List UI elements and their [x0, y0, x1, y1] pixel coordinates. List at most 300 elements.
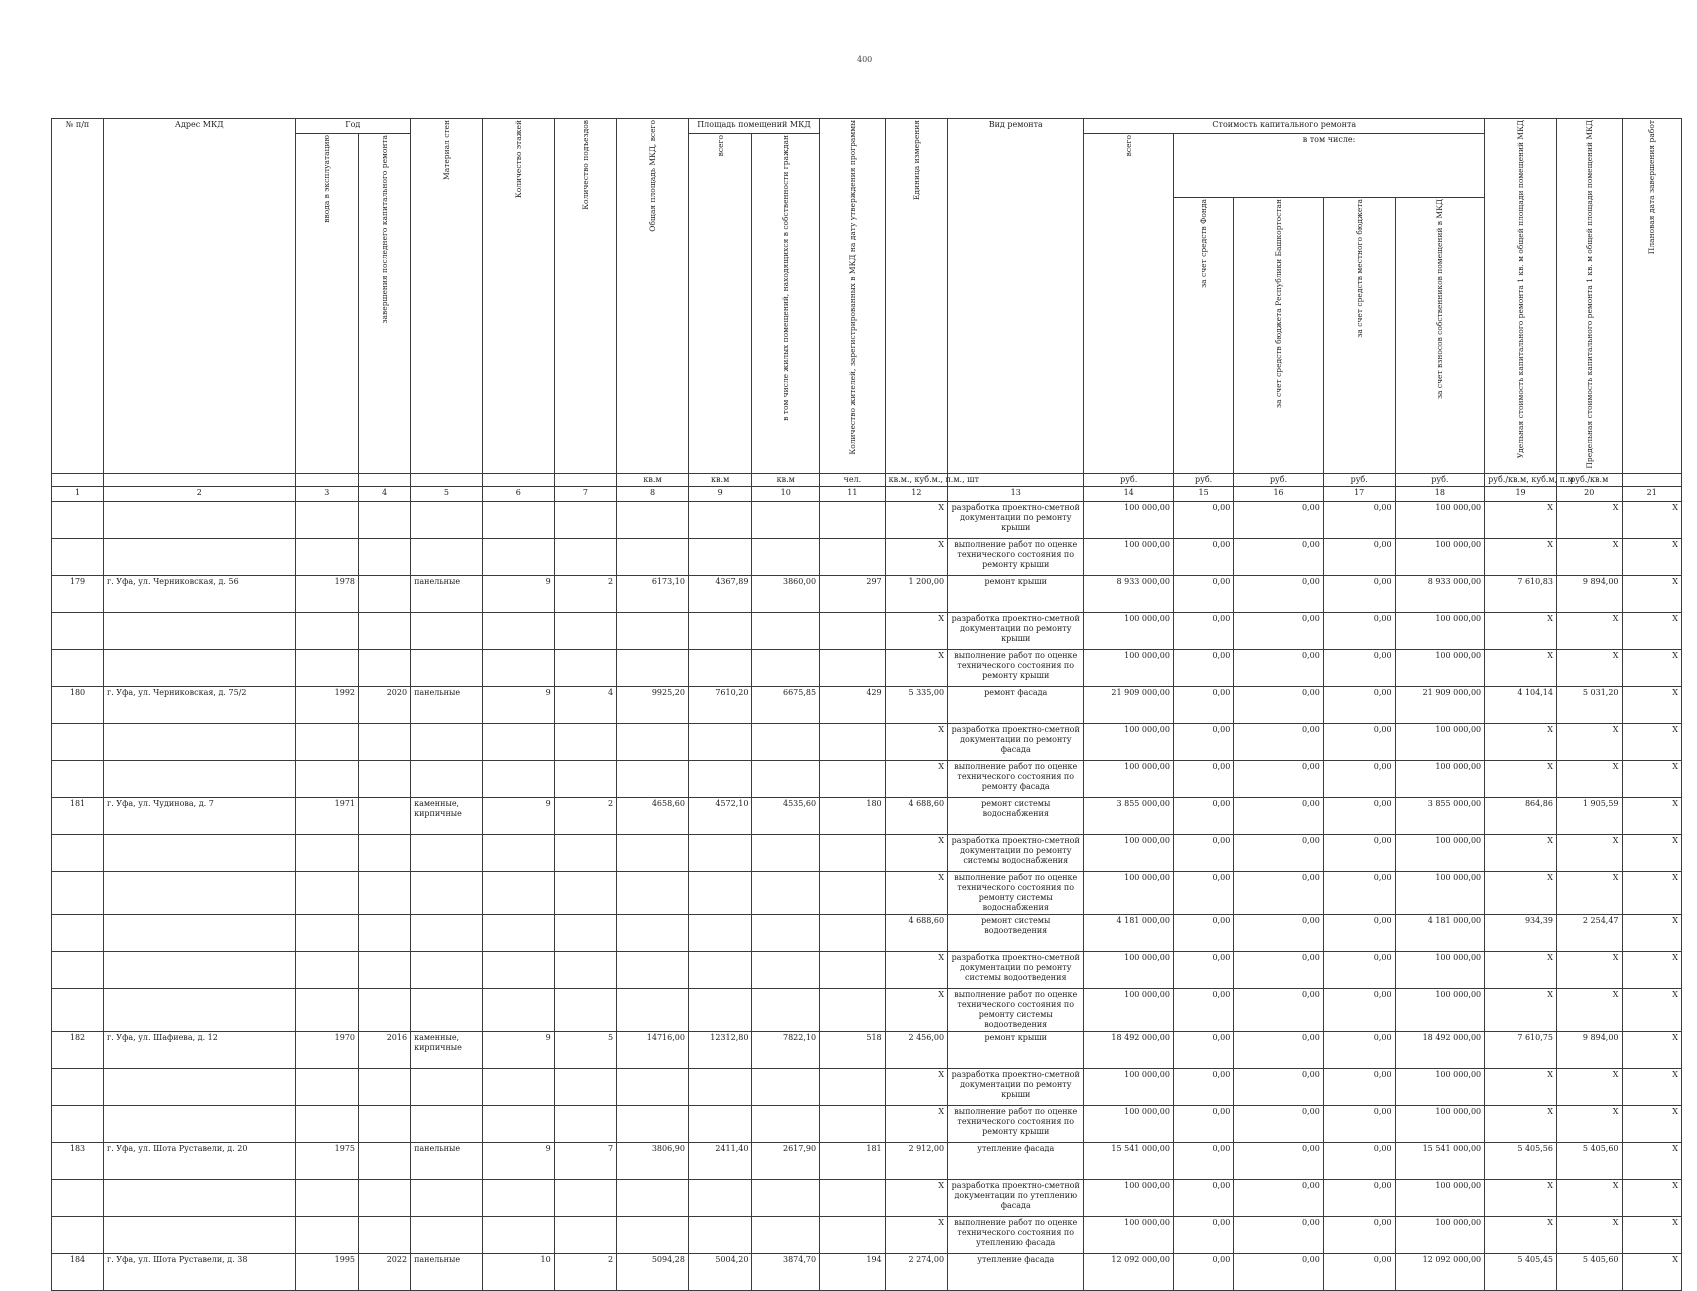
table-cell-col-19: X: [1485, 612, 1557, 649]
table-cell-col-8: 6173,10: [617, 575, 689, 612]
table-cell-col-15: 0,00: [1173, 988, 1233, 1031]
table-cell-col-3: 1975: [295, 1142, 358, 1179]
table-cell-col-1: 182: [52, 1031, 104, 1068]
table-cell-col-12: 4 688,60: [885, 914, 947, 951]
table-cell-col-15: 0,00: [1173, 538, 1233, 575]
table-cell-col-3: [295, 1179, 358, 1216]
table-cell-col-14: 100 000,00: [1084, 834, 1174, 871]
table-cell-col-18: 100 000,00: [1395, 501, 1485, 538]
table-cell-col-7: [554, 501, 616, 538]
table-cell-col-5: [411, 501, 483, 538]
table-cell-col-16: 0,00: [1234, 723, 1324, 760]
table-cell-col-18: 100 000,00: [1395, 538, 1485, 575]
table-cell-col-18: 100 000,00: [1395, 649, 1485, 686]
table-cell-col-19: X: [1485, 1068, 1557, 1105]
table-cell-col-12: X: [885, 501, 947, 538]
table-cell-col-4: [359, 797, 411, 834]
table-cell-col-18: 15 541 000,00: [1395, 1142, 1485, 1179]
unit-cell-3: [295, 473, 358, 486]
unit-cell-6: [482, 473, 554, 486]
table-cell-col-7: 2: [554, 575, 616, 612]
table-cell-col-21: X: [1622, 612, 1682, 649]
table-cell-col-19: 5 405,56: [1485, 1142, 1557, 1179]
table-cell-col-14: 21 909 000,00: [1084, 686, 1174, 723]
table-cell-col-1: [52, 834, 104, 871]
unit-cell-10: кв.м: [752, 473, 820, 486]
table-cell-col-10: [752, 649, 820, 686]
table-cell-col-7: 2: [554, 797, 616, 834]
table-cell-col-1: [52, 871, 104, 914]
table-cell-col-5: [411, 723, 483, 760]
table-cell-col-12: 2 274,00: [885, 1253, 947, 1290]
table-cell-col-6: [482, 1216, 554, 1253]
table-cell-col-11: [820, 612, 886, 649]
table-cell-col-1: [52, 988, 104, 1031]
table-cell-col-17: 0,00: [1323, 834, 1395, 871]
table-cell-col-14: 100 000,00: [1084, 1068, 1174, 1105]
table-cell-col-19: X: [1485, 1105, 1557, 1142]
table-cell-col-20: X: [1556, 760, 1622, 797]
table-cell-col-19: X: [1485, 760, 1557, 797]
table-cell-col-18: 100 000,00: [1395, 760, 1485, 797]
table-cell-col-7: [554, 723, 616, 760]
table-cell-col-20: 1 905,59: [1556, 797, 1622, 834]
table-cell-col-11: [820, 1068, 886, 1105]
column-number-5: 5: [411, 486, 483, 501]
table-cell-col-14: 4 181 000,00: [1084, 914, 1174, 951]
table-cell-col-3: [295, 612, 358, 649]
col-header-cost-republic: за счет средств бюджета Республики Башкортостан: [1234, 198, 1324, 473]
table-cell-col-11: [820, 538, 886, 575]
table-cell-col-4: [359, 1142, 411, 1179]
table-cell-col-11: [820, 723, 886, 760]
table-cell-col-11: 181: [820, 1142, 886, 1179]
table-cell-col-14: 100 000,00: [1084, 723, 1174, 760]
table-cell-col-17: 0,00: [1323, 951, 1395, 988]
table-cell-col-19: 4 104,14: [1485, 686, 1557, 723]
table-cell-col-6: [482, 501, 554, 538]
table-cell-col-14: 3 855 000,00: [1084, 797, 1174, 834]
column-number-10: 10: [752, 486, 820, 501]
table-cell-col-20: 5 405,60: [1556, 1253, 1622, 1290]
table-cell-col-14: 100 000,00: [1084, 871, 1174, 914]
table-cell-col-9: 2411,40: [688, 1142, 751, 1179]
table-cell-col-16: 0,00: [1234, 914, 1324, 951]
table-cell-col-15: 0,00: [1173, 686, 1233, 723]
column-number-1: 1: [52, 486, 104, 501]
table-cell-col-16: 0,00: [1234, 538, 1324, 575]
table-cell-col-9: [688, 834, 751, 871]
table-cell-col-2: г. Уфа, ул. Чудинова, д. 7: [104, 797, 296, 834]
table-cell-col-19: 5 405,45: [1485, 1253, 1557, 1290]
table-cell-col-16: 0,00: [1234, 951, 1324, 988]
table-cell-col-3: 1995: [295, 1253, 358, 1290]
table-cell-col-10: [752, 951, 820, 988]
table-cell-col-7: [554, 538, 616, 575]
table-cell-col-13: ремонт крыши: [948, 1031, 1084, 1068]
table-cell-col-15: 0,00: [1173, 1179, 1233, 1216]
page-number: 400: [857, 55, 873, 64]
table-cell-col-9: [688, 612, 751, 649]
table-cell-col-12: X: [885, 760, 947, 797]
table-cell-col-3: [295, 1105, 358, 1142]
table-cell-col-1: [52, 649, 104, 686]
table-cell-col-21: X: [1622, 914, 1682, 951]
table-cell-col-14: 100 000,00: [1084, 501, 1174, 538]
table-cell-col-2: [104, 501, 296, 538]
table-cell-col-11: 297: [820, 575, 886, 612]
table-cell-col-21: X: [1622, 1068, 1682, 1105]
table-cell-col-9: [688, 871, 751, 914]
table-cell-col-6: [482, 914, 554, 951]
table-cell-col-20: X: [1556, 1179, 1622, 1216]
table-cell-col-19: X: [1485, 1216, 1557, 1253]
table-cell-col-19: X: [1485, 951, 1557, 988]
table-row: [52, 1068, 1682, 1105]
table-cell-col-18: 100 000,00: [1395, 1068, 1485, 1105]
table-cell-col-13: ремонт системы водоотведения: [948, 914, 1084, 951]
unit-cell-18: руб.: [1395, 473, 1485, 486]
unit-cell-11: чел.: [820, 473, 886, 486]
table-cell-col-8: [617, 988, 689, 1031]
table-cell-col-15: 0,00: [1173, 760, 1233, 797]
table-cell-col-2: г. Уфа, ул. Черниковская, д. 56: [104, 575, 296, 612]
table-cell-col-8: [617, 951, 689, 988]
table-cell-col-11: [820, 951, 886, 988]
table-cell-col-1: [52, 914, 104, 951]
table-cell-col-21: X: [1622, 797, 1682, 834]
table-cell-col-4: [359, 612, 411, 649]
table-cell-col-10: [752, 760, 820, 797]
table-cell-col-18: 21 909 000,00: [1395, 686, 1485, 723]
table-cell-col-4: [359, 649, 411, 686]
table-cell-col-3: [295, 988, 358, 1031]
table-cell-col-7: [554, 951, 616, 988]
table-cell-col-14: 8 933 000,00: [1084, 575, 1174, 612]
table-cell-col-1: 180: [52, 686, 104, 723]
table-cell-col-6: [482, 649, 554, 686]
unit-cell-1: [52, 473, 104, 486]
table-cell-col-3: [295, 871, 358, 914]
table-cell-col-13: выполнение работ по оценке технического состояния по утеплению фасада: [948, 1216, 1084, 1253]
column-number-15: 15: [1173, 486, 1233, 501]
unit-cell-15: руб.: [1173, 473, 1233, 486]
table-cell-col-13: ремонт крыши: [948, 575, 1084, 612]
column-number-21: 21: [1622, 486, 1682, 501]
table-cell-col-7: [554, 988, 616, 1031]
table-cell-col-10: [752, 1216, 820, 1253]
column-number-4: 4: [359, 486, 411, 501]
table-cell-col-17: 0,00: [1323, 612, 1395, 649]
table-row: [52, 1253, 1682, 1290]
table-cell-col-17: 0,00: [1323, 1142, 1395, 1179]
table-cell-col-21: X: [1622, 575, 1682, 612]
table-cell-col-17: 0,00: [1323, 723, 1395, 760]
table-cell-col-16: 0,00: [1234, 1142, 1324, 1179]
table-cell-col-2: г. Уфа, ул. Черниковская, д. 75/2: [104, 686, 296, 723]
table-cell-col-9: [688, 538, 751, 575]
table-cell-col-1: 183: [52, 1142, 104, 1179]
table-body: [52, 119, 1682, 1291]
table-cell-col-8: 9925,20: [617, 686, 689, 723]
table-cell-col-21: X: [1622, 1142, 1682, 1179]
column-number-8: 8: [617, 486, 689, 501]
table-cell-col-17: 0,00: [1323, 914, 1395, 951]
table-cell-col-16: 0,00: [1234, 797, 1324, 834]
col-header-year-last-repair: завершения последнего капитального ремонта: [359, 134, 411, 474]
header-numbers-row: [52, 486, 1682, 501]
table-cell-col-15: 0,00: [1173, 649, 1233, 686]
table-cell-col-18: 8 933 000,00: [1395, 575, 1485, 612]
table-cell-col-1: [52, 538, 104, 575]
table-row: [52, 1216, 1682, 1253]
table-cell-col-21: X: [1622, 871, 1682, 914]
table-cell-col-1: [52, 1179, 104, 1216]
unit-cell-5: [411, 473, 483, 486]
table-cell-col-16: 0,00: [1234, 988, 1324, 1031]
table-cell-col-16: 0,00: [1234, 1216, 1324, 1253]
table-cell-col-2: [104, 612, 296, 649]
table-cell-col-20: X: [1556, 723, 1622, 760]
table-cell-col-2: [104, 914, 296, 951]
table-cell-col-21: X: [1622, 1031, 1682, 1068]
table-cell-col-12: X: [885, 538, 947, 575]
table-cell-col-21: X: [1622, 686, 1682, 723]
table-cell-col-8: [617, 1105, 689, 1142]
table-cell-col-11: 180: [820, 797, 886, 834]
table-cell-col-8: [617, 760, 689, 797]
table-cell-col-10: [752, 1105, 820, 1142]
column-number-19: 19: [1485, 486, 1557, 501]
table-cell-col-4: [359, 760, 411, 797]
table-cell-col-10: 6675,85: [752, 686, 820, 723]
table-cell-col-21: X: [1622, 760, 1682, 797]
column-number-7: 7: [554, 486, 616, 501]
table-cell-col-5: [411, 914, 483, 951]
table-cell-col-12: X: [885, 951, 947, 988]
table-cell-col-9: [688, 914, 751, 951]
table-cell-col-3: [295, 914, 358, 951]
table-cell-col-5: панельные: [411, 575, 483, 612]
header-units-row: [52, 473, 1682, 486]
table-cell-col-8: 5094,28: [617, 1253, 689, 1290]
col-header-including: в том числе:: [1173, 134, 1484, 198]
table-cell-col-15: 0,00: [1173, 914, 1233, 951]
table-cell-col-10: [752, 538, 820, 575]
table-cell-col-1: [52, 612, 104, 649]
unit-cell-16: руб.: [1234, 473, 1324, 486]
table-cell-col-8: [617, 501, 689, 538]
table-cell-col-13: выполнение работ по оценке технического состояния по ремонту системы водоотведения: [948, 988, 1084, 1031]
table-cell-col-11: [820, 1105, 886, 1142]
table-cell-col-18: 100 000,00: [1395, 834, 1485, 871]
table-cell-col-1: 179: [52, 575, 104, 612]
table-cell-col-13: ремонт системы водоснабжения: [948, 797, 1084, 834]
table-cell-col-20: X: [1556, 538, 1622, 575]
table-cell-col-6: [482, 834, 554, 871]
table-cell-col-6: [482, 723, 554, 760]
table-cell-col-21: X: [1622, 1179, 1682, 1216]
table-row: [52, 501, 1682, 538]
table-cell-col-17: 0,00: [1323, 1216, 1395, 1253]
table-cell-col-6: [482, 1068, 554, 1105]
table-cell-col-14: 100 000,00: [1084, 612, 1174, 649]
table-cell-col-13: разработка проектно-сметной документации по ремонту крыши: [948, 501, 1084, 538]
table-cell-col-7: [554, 649, 616, 686]
table-cell-col-5: [411, 1068, 483, 1105]
table-cell-col-14: 100 000,00: [1084, 1179, 1174, 1216]
table-cell-col-2: [104, 1068, 296, 1105]
table-cell-col-20: X: [1556, 988, 1622, 1031]
table-cell-col-10: 7822,10: [752, 1031, 820, 1068]
table-cell-col-20: 5 031,20: [1556, 686, 1622, 723]
table-cell-col-17: 0,00: [1323, 686, 1395, 723]
table-cell-col-20: X: [1556, 612, 1622, 649]
table-row: [52, 760, 1682, 797]
table-cell-col-18: 100 000,00: [1395, 723, 1485, 760]
table-cell-col-16: 0,00: [1234, 1179, 1324, 1216]
table-cell-col-11: [820, 501, 886, 538]
table-cell-col-18: 12 092 000,00: [1395, 1253, 1485, 1290]
table-cell-col-7: 5: [554, 1031, 616, 1068]
table-cell-col-15: 0,00: [1173, 1105, 1233, 1142]
table-cell-col-10: [752, 914, 820, 951]
table-cell-col-12: 2 456,00: [885, 1031, 947, 1068]
table-cell-col-7: [554, 1179, 616, 1216]
table-cell-col-6: 9: [482, 1142, 554, 1179]
table-cell-col-12: 4 688,60: [885, 797, 947, 834]
table-cell-col-17: 0,00: [1323, 1179, 1395, 1216]
table-cell-col-11: [820, 988, 886, 1031]
table-cell-col-10: [752, 988, 820, 1031]
table-cell-col-10: [752, 1068, 820, 1105]
table-cell-col-19: X: [1485, 834, 1557, 871]
table-cell-col-11: [820, 834, 886, 871]
table-cell-col-8: [617, 1179, 689, 1216]
table-cell-col-13: утепление фасада: [948, 1253, 1084, 1290]
table-cell-col-4: 2020: [359, 686, 411, 723]
table-cell-col-9: 12312,80: [688, 1031, 751, 1068]
table-cell-col-18: 18 492 000,00: [1395, 1031, 1485, 1068]
unit-cell-19: руб./кв.м, куб.м, п.м: [1485, 473, 1557, 486]
column-number-17: 17: [1323, 486, 1395, 501]
table-cell-col-4: [359, 1216, 411, 1253]
col-header-wall-material: Материал стен: [411, 119, 483, 474]
table-cell-col-13: выполнение работ по оценке технического состояния по ремонту крыши: [948, 649, 1084, 686]
table-cell-col-2: г. Уфа, ул. Шота Руставели, д. 38: [104, 1253, 296, 1290]
table-cell-col-20: 9 894,00: [1556, 1031, 1622, 1068]
col-header-premises-group: Площадь помещений МКД: [688, 119, 819, 134]
table-cell-col-5: [411, 760, 483, 797]
table-cell-col-4: [359, 1068, 411, 1105]
col-header-planned-date: Плановая дата завершения работ: [1622, 119, 1682, 474]
table-cell-col-12: 2 912,00: [885, 1142, 947, 1179]
table-cell-col-20: X: [1556, 834, 1622, 871]
table-cell-col-19: X: [1485, 538, 1557, 575]
table-cell-col-9: [688, 1068, 751, 1105]
table-cell-col-3: 1992: [295, 686, 358, 723]
unit-cell-2: [104, 473, 296, 486]
table-cell-col-5: панельные: [411, 1253, 483, 1290]
table-cell-col-3: [295, 538, 358, 575]
table-cell-col-12: X: [885, 1179, 947, 1216]
table-cell-col-18: 4 181 000,00: [1395, 914, 1485, 951]
table-cell-col-1: [52, 1068, 104, 1105]
table-cell-col-9: 5004,20: [688, 1253, 751, 1290]
table-cell-col-9: [688, 501, 751, 538]
table-row: [52, 723, 1682, 760]
table-cell-col-5: каменные, кирпичные: [411, 797, 483, 834]
col-header-entrances: Количество подъездов: [554, 119, 616, 474]
table-cell-col-8: [617, 612, 689, 649]
table-cell-col-16: 0,00: [1234, 501, 1324, 538]
table-cell-col-18: 3 855 000,00: [1395, 797, 1485, 834]
table-cell-col-14: 100 000,00: [1084, 649, 1174, 686]
table-cell-col-5: [411, 649, 483, 686]
col-header-floors: Количество этажей: [482, 119, 554, 474]
table-cell-col-21: X: [1622, 538, 1682, 575]
table-cell-col-21: X: [1622, 988, 1682, 1031]
table-cell-col-8: [617, 834, 689, 871]
table-cell-col-8: 4658,60: [617, 797, 689, 834]
table-cell-col-9: [688, 1179, 751, 1216]
table-cell-col-20: X: [1556, 649, 1622, 686]
table-cell-col-4: [359, 723, 411, 760]
table-cell-col-6: 9: [482, 575, 554, 612]
table-cell-col-12: X: [885, 988, 947, 1031]
table-cell-col-13: выполнение работ по оценке технического состояния по ремонту крыши: [948, 538, 1084, 575]
table-cell-col-15: 0,00: [1173, 871, 1233, 914]
table-cell-col-21: X: [1622, 951, 1682, 988]
table-cell-col-9: [688, 649, 751, 686]
table-cell-col-16: 0,00: [1234, 834, 1324, 871]
table-cell-col-9: [688, 1216, 751, 1253]
table-cell-col-4: [359, 1105, 411, 1142]
table-row: [52, 649, 1682, 686]
table-cell-col-7: 7: [554, 1142, 616, 1179]
table-cell-col-2: [104, 723, 296, 760]
table-cell-col-13: выполнение работ по оценке технического состояния по ремонту фасада: [948, 760, 1084, 797]
table-cell-col-11: [820, 914, 886, 951]
table-cell-col-19: X: [1485, 649, 1557, 686]
table-cell-col-9: [688, 723, 751, 760]
unit-cell-9: кв.м: [688, 473, 751, 486]
table-cell-col-17: 0,00: [1323, 538, 1395, 575]
table-cell-col-5: [411, 1105, 483, 1142]
table-cell-col-17: 0,00: [1323, 871, 1395, 914]
table-cell-col-11: [820, 871, 886, 914]
table-cell-col-16: 0,00: [1234, 612, 1324, 649]
table-cell-col-12: X: [885, 1216, 947, 1253]
table-cell-col-8: 3806,90: [617, 1142, 689, 1179]
table-cell-col-10: 3860,00: [752, 575, 820, 612]
table-cell-col-2: [104, 760, 296, 797]
unit-cell-12: кв.м., куб.м., п.м., шт: [885, 473, 947, 486]
table-cell-col-9: 4367,89: [688, 575, 751, 612]
table-cell-col-9: [688, 760, 751, 797]
table-cell-col-14: 18 492 000,00: [1084, 1031, 1174, 1068]
table-cell-col-19: 864,86: [1485, 797, 1557, 834]
table-cell-col-2: г. Уфа, ул. Шота Руставели, д. 20: [104, 1142, 296, 1179]
col-header-year-group: Год: [295, 119, 411, 134]
table-cell-col-5: [411, 834, 483, 871]
table-cell-col-3: [295, 501, 358, 538]
table-cell-col-5: панельные: [411, 686, 483, 723]
table-cell-col-3: [295, 951, 358, 988]
column-number-20: 20: [1556, 486, 1622, 501]
table-cell-col-1: [52, 1216, 104, 1253]
table-cell-col-13: разработка проектно-сметной документации по ремонту системы водоснабжения: [948, 834, 1084, 871]
